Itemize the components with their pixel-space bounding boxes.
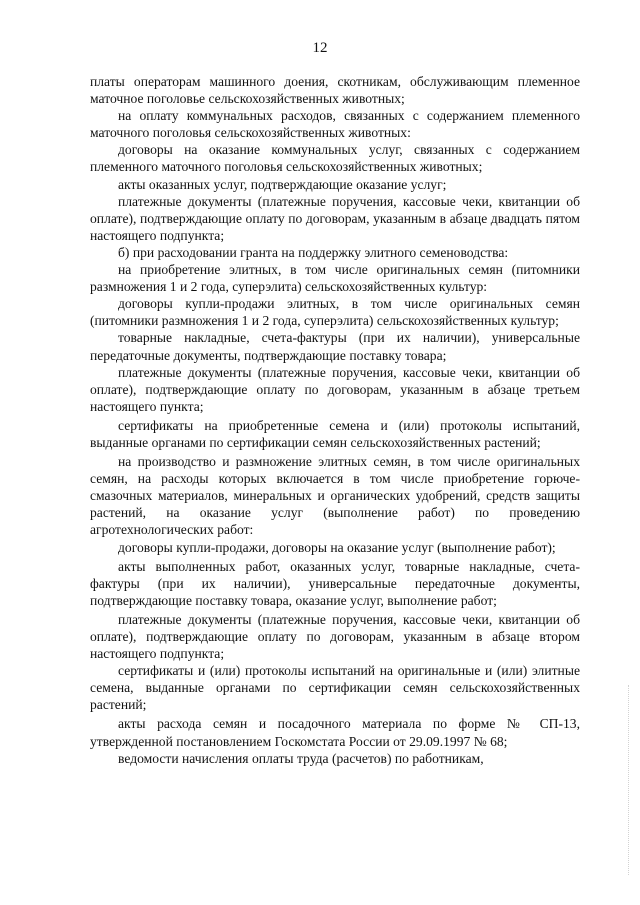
paragraph: платежные документы (платежные поручения, кассовые чеки, квитанции об оплате), подтверждающие оплату по договорам, указанным в абзаце втором настоящего подпункта; xyxy=(90,611,580,662)
paragraph: договоры купли-продажи, договоры на оказание услуг (выполнение работ); xyxy=(118,539,556,555)
paragraph: на производство и размножение элитных семян, в том числе оригинальных семян, на расходы которых включается в том числе приобретение горюче-смазочных материалов, минеральных и органических удобрений, средств защиты растений, на оказание услуг (выполнение работ) по проведению агротехнологических работ: xyxy=(90,454,580,538)
paragraph: платы операторам машинного доения, скотникам, обслуживающим племенное маточное поголовье сельскохозяйственных животных; xyxy=(90,74,580,107)
paragraph: акты расхода семян и посадочного материала по форме № СП-13, утвержденной постановлением Госкомстата России от 29.09.1997 № 68; xyxy=(90,716,580,749)
page-number: 12 xyxy=(312,40,328,56)
scan-margin-mark xyxy=(628,685,635,875)
paragraph: на оплату коммунальных расходов, связанных с содержанием племенного маточного поголовья сельскохозяйственных животных: xyxy=(90,108,580,141)
paragraph: товарные накладные, счета-фактуры (при их наличии), универсальные передаточные документы, подтверждающие поставку товара; xyxy=(90,330,580,363)
paragraph: договоры на оказание коммунальных услуг, связанных с содержанием племенного маточного поголовья сельскохозяйственных животных; xyxy=(90,142,580,175)
paragraph: б) при расходовании гранта на поддержку элитного семеноводства: xyxy=(118,244,509,260)
paragraph: платежные документы (платежные поручения, кассовые чеки, квитанции об оплате), подтверждающие оплату по договорам, указанным в абзаце двадцать пятом настоящего подпункта; xyxy=(90,193,580,243)
paragraph: сертификаты на приобретенные семена и (или) протоколы испытаний, выданные органами по сертификации семян сельскохозяйственных растений; xyxy=(90,417,580,450)
paragraph: сертификаты и (или) протоколы испытаний на оригинальные и (или) элитные семена, выданные органами по сертификации семян сельскохозяйственных растений; xyxy=(90,663,580,713)
paragraph: акты выполненных работ, оказанных услуг, товарные накладные, счета-фактуры (при их наличии), универсальные передаточные документы, подтверждающие поставку товара, оказание услуг, выполнение работ; xyxy=(90,558,580,608)
paragraph: акты оказанных услуг, подтверждающие оказание услуг; xyxy=(118,176,447,192)
paragraph: на приобретение элитных, в том числе оригинальных семян (питомники размножения 1 и 2 года, суперэлита) сельскохозяйственных культур: xyxy=(90,262,580,295)
paragraph: платежные документы (платежные поручения, кассовые чеки, квитанции об оплате), подтверждающие оплату по договорам, указанным в абзаце третьем настоящего пункта; xyxy=(90,364,580,414)
document-body xyxy=(90,73,580,767)
paragraph: договоры купли-продажи элитных, в том числе оригинальных семян (питомники размножения 1 и 2 года, суперэлита) сельскохозяйственных культур; xyxy=(90,296,580,329)
paragraph: ведомости начисления оплаты труда (расчетов) по работникам, xyxy=(118,750,484,766)
